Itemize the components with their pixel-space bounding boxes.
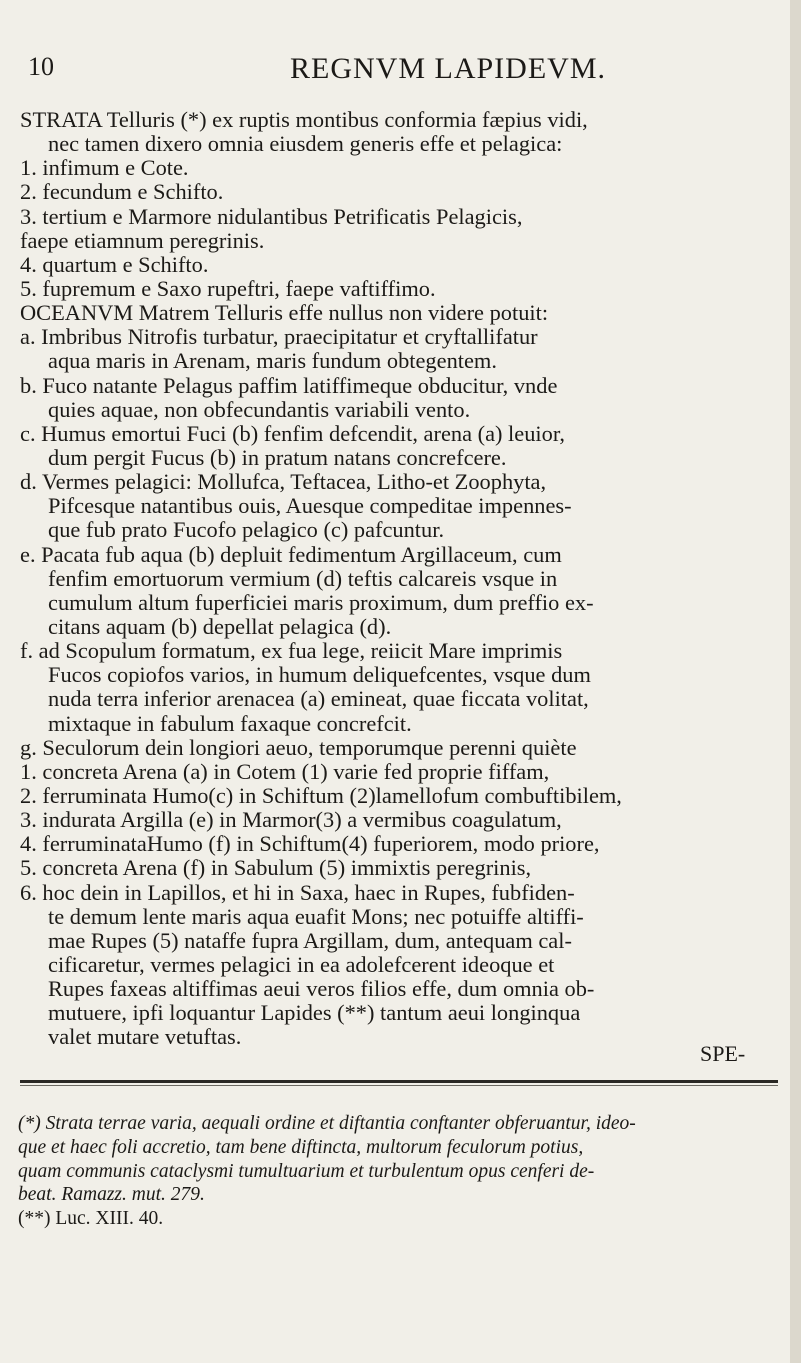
text-line: mutuere, ipfi loquantur Lapides (**) tantum aeui longinqua — [48, 1000, 581, 1026]
text-line: aqua maris in Arenam, maris fundum obtegentem. — [48, 348, 497, 374]
footnote-divider-thin — [20, 1085, 778, 1086]
text-line: cumulum altum fuperficiei maris proximum, dum preffio ex- — [48, 589, 594, 615]
text-line: nuda terra inferior arenacea (a) emineat, quae ficcata volitat, — [48, 686, 589, 712]
strata-item: 4. quartum e Schifto. — [20, 251, 209, 277]
strata-item: 1. concreta Arena (a) in Cotem (1) varie fed proprie fiffam, — [20, 758, 550, 784]
footnote-line: beat. Ramazz. mut. 279. — [18, 1184, 205, 1206]
text-line: STRATA Telluris (*) ex ruptis montibus conformia fæpius vidi, — [20, 107, 588, 132]
text-line: Rupes faxeas altiffimas aeui veros filios effe, dum omnia ob- — [48, 976, 595, 1002]
text-line: fenfim emortuorum vermium (d) teftis calcareis vsque in — [48, 565, 558, 591]
text-line: mixtaque in fabulum faxaque concrefcit. — [48, 710, 412, 736]
text-line: Fucos copiofos varios, in humum deliquefcentes, vsque dum — [48, 662, 591, 688]
text-line: f. ad Scopulum formatum, ex fua lege, reiicit Mare imprimis — [20, 638, 563, 664]
main-text — [20, 108, 780, 1049]
footnote-line: (*) Strata terrae varia, aequali ordine et diftantia conftanter obferuantur, ideo- — [18, 1113, 636, 1134]
page-edge — [790, 0, 801, 1363]
strata-item: 5. concreta Arena (f) in Sabulum (5) immixtis peregrinis, — [20, 855, 532, 881]
text-line: g. Seculorum dein longiori aeuo, temporumque perenni quiète — [20, 734, 577, 760]
text-line: c. Humus emortui Fuci (b) fenfim defcendit, arena (a) leuior, — [20, 420, 565, 446]
text-line: te demum lente maris aqua euafit Mons; nec potuiffe altiffi- — [48, 903, 584, 929]
footnotes — [18, 1112, 788, 1231]
text-line: faepe etiamnum peregrinis. — [20, 227, 265, 253]
text-line: que fub prato Fucofo pelagico (c) pafcuntur. — [48, 517, 445, 543]
text-line: citans aquam (b) depellat pelagica (d). — [48, 613, 392, 639]
strata-item: 3. indurata Argilla (e) in Marmor(3) a vermibus coagulatum, — [20, 807, 562, 833]
strata-item: 1. infimum e Cote. — [20, 155, 189, 181]
running-title: REGNVM LAPIDEVM. — [290, 52, 606, 85]
strata-item: 2. fecundum e Schifto. — [20, 179, 224, 205]
text-line: valet mutare vetuftas. — [48, 1024, 242, 1050]
catchword: SPE- — [700, 1041, 746, 1066]
footnote-line: que et haec foli accretio, tam bene diftincta, multorum feculorum potius, — [18, 1136, 584, 1158]
strata-item: 3. tertium e Marmore nidulantibus Petrificatis Pelagicis, — [20, 203, 523, 229]
strata-item: 6. hoc dein in Lapillos, et hi in Saxa, haec in Rupes, fubfiden- — [20, 879, 575, 905]
strata-item: 4. ferruminataHumo (f) in Schiftum(4) fuperiorem, modo priore, — [20, 831, 600, 857]
footnote-line: (**) Luc. XIII. 40. — [18, 1208, 164, 1230]
text-line: cificaretur, vermes pelagici in ea adolefcerent ideoque et — [48, 951, 555, 977]
text-line: mae Rupes (5) nataffe fupra Argillam, dum, antequam cal- — [48, 927, 572, 953]
strata-item: 2. ferruminata Humo(c) in Schiftum (2)lamellofum combuftibilem, — [20, 782, 622, 808]
page-number: 10 — [28, 52, 54, 81]
text-line: b. Fuco natante Pelagus paffim latiffimeque obducitur, vnde — [20, 372, 558, 398]
text-line: a. Imbribus Nitrofis turbatur, praecipitatur et cryftallifatur — [20, 324, 538, 350]
text-line: nec tamen dixero omnia eiusdem generis effe et pelagica: — [48, 131, 563, 157]
text-line: e. Pacata fub aqua (b) depluit fedimentum Argillaceum, cum — [20, 541, 562, 567]
text-line: d. Vermes pelagici: Mollufca, Teftacea, Litho-et Zoophyta, — [20, 469, 547, 495]
text-line: quies aquae, non obfecundantis variabili vento. — [48, 396, 471, 422]
footnote-line: quam communis cataclysmi tumultuarium et turbulentum opus cenferi de- — [18, 1160, 595, 1182]
footnote-divider — [20, 1080, 778, 1083]
strata-item: 5. fupremum e Saxo rupeftri, faepe vaftiffimo. — [20, 275, 436, 301]
text-line: dum pergit Fucus (b) in pratum natans concrefcere. — [48, 444, 507, 470]
text-line: OCEANVM Matrem Telluris effe nullus non videre potuit: — [20, 300, 549, 326]
text-line: Pifcesque natantibus ouis, Auesque compeditae impennes- — [48, 493, 572, 519]
page-header — [28, 52, 768, 96]
